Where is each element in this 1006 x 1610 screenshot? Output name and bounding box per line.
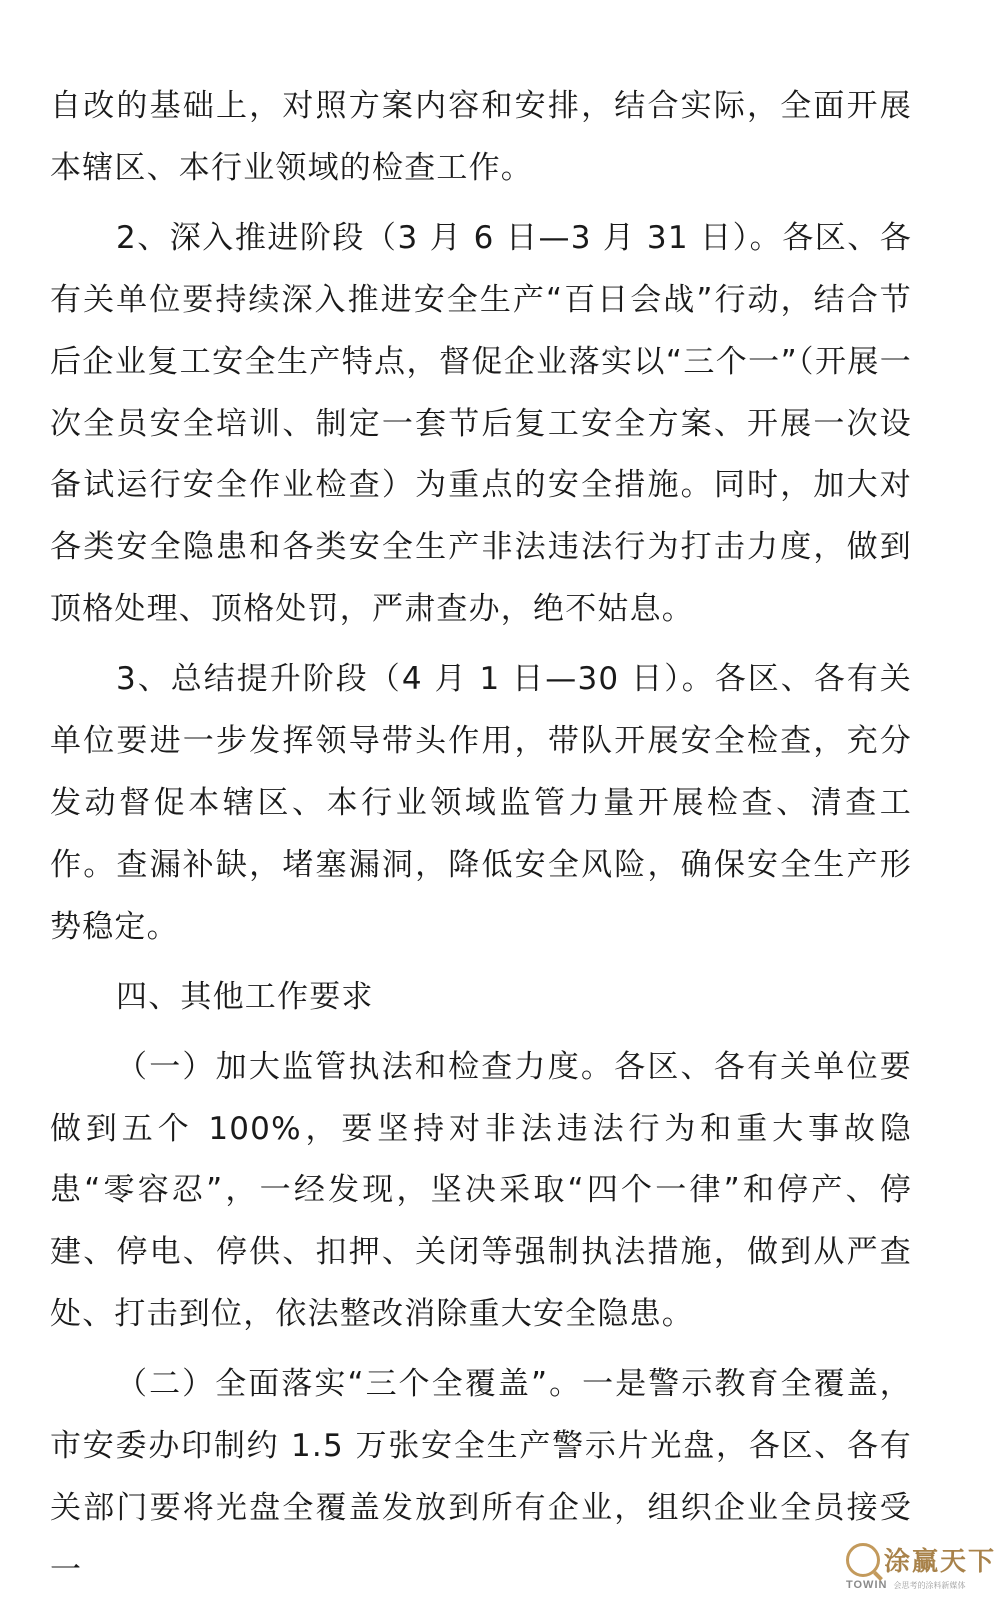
watermark-slogan: 会思考的涂料新媒体 [893,1580,966,1590]
paragraph-3: 3、总结提升阶段（4 月 1 日—30 日）。各区、各有关单位要进一步发挥领导带头作用，带队开展安全检查，充分发动督促本辖区、本行业领域监管力量开展检查、清查工作。查漏补缺，堵塞漏洞，降低安全风险，确保安全生产形势稳定。 [50,661,912,945]
watermark-brand: TOWIN [845,1579,888,1591]
paragraph-2: 2、深入推进阶段（3 月 6 日—3 月 31 日）。各区、各有关单位要持续深入推进安全生产“百日会战”行动，结合节后企业复工安全生产特点，督促企业落实以“三个一”（开展一次全员安全培训、制定一套节后复工安全方案、开展一次设备试运行安全作业检查）为重点的安全措施。同时，加大对各类安全隐患和各类安全生产非法违法行为打击力度，做到顶格处理、顶格处罚，严肃查办，绝不姑息。 [50,219,912,628]
requirement-2: （二）全面落实“三个全覆盖”。一是警示教育全覆盖，市安委办印制约 1.5 万张安全生产警示片光盘，各区、各有关部门要将光盘全覆盖发放到所有企业，组织企业全员接受一 [50,1366,912,1588]
watermark [846,1541,996,1591]
paragraph-1: 自改的基础上，对照方案内容和安排，结合实际，全面开展本辖区、本行业领域的检查工作。 [50,88,912,186]
magnifier-logo-icon [846,1543,880,1577]
section-heading: 四、其他工作要求 [116,978,374,1015]
watermark-top [846,1541,996,1578]
requirement-1: （一）加大监管执法和检查力度。各区、各有关单位要做到五个 100%，要坚持对非法违法行为和重大事故隐患“零容忍”，一经发现，坚决采取“四个一律”和停产、停建、停电、停供、扣押、关闭等强制执法措施，做到从严查处、打击到位，依法整改消除重大安全隐患。 [50,1048,912,1333]
watermark-bottom [846,1579,965,1591]
watermark-title: 涂赢天下 [883,1547,996,1577]
document-page [50,76,912,1610]
